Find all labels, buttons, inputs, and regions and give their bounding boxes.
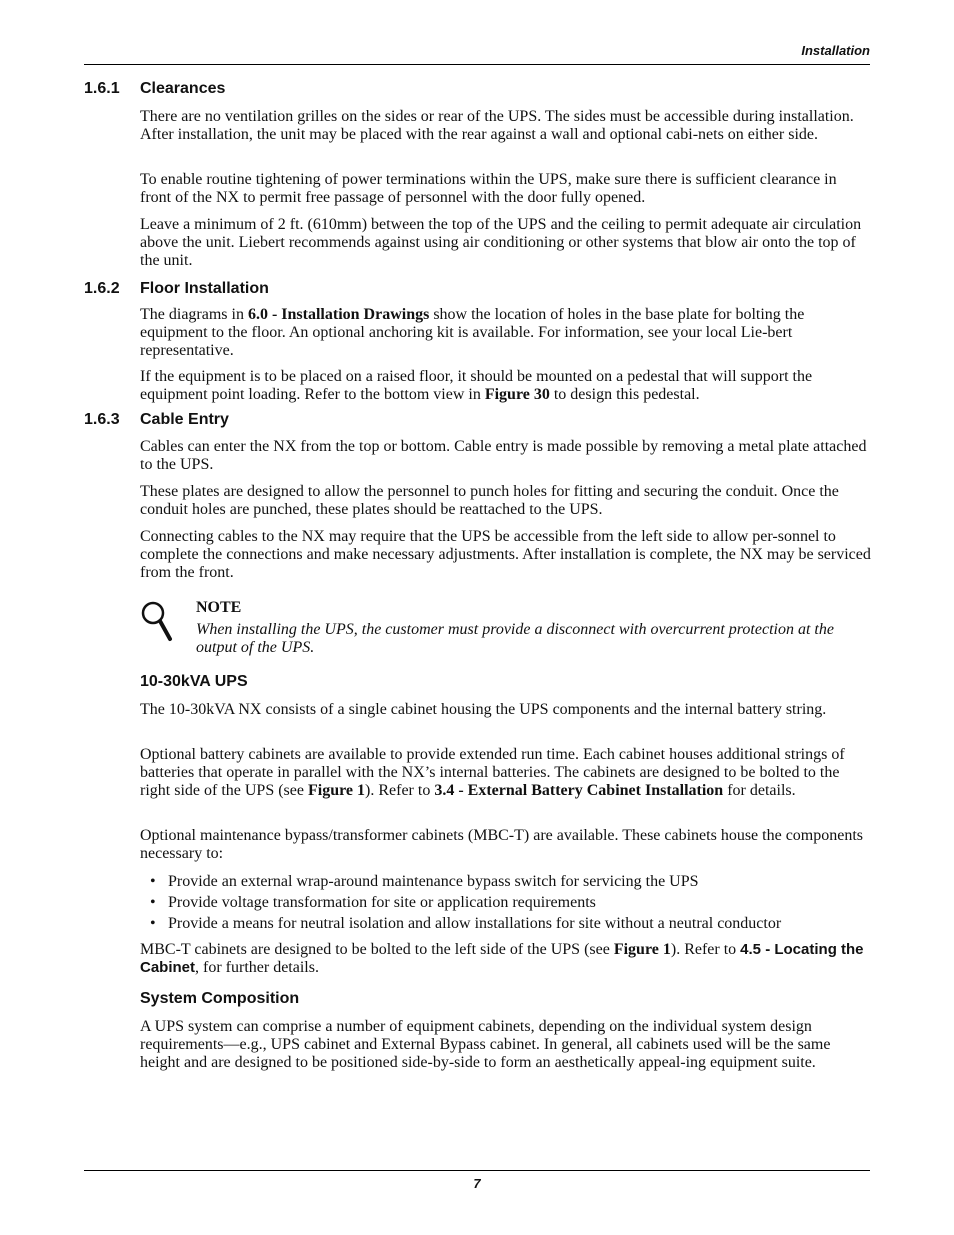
cable-paragraph-2: These plates are designed to allow the personnel to punch holes for fitting and securing the conduit. Once the conduit holes are punched, these plates should be reattached to the UPS. xyxy=(140,483,839,518)
floor-paragraph-1: The diagrams in 6.0 - Installation Drawings show the location of holes in the base plate for bolting the equipment to the floor. An optional anchoring kit is available. For information, see your local Lie-bert representative. xyxy=(140,306,805,359)
page-number: 7 xyxy=(473,1176,481,1191)
section-number: 1.6.2 xyxy=(84,280,120,297)
section-title: Cable Entry xyxy=(140,411,229,428)
floor-paragraph-2: If the equipment is to be placed on a raised floor, it should be mounted on a pedestal that will support the equipment point loading. Refer to the bottom view in Figure 30 to design this pedestal. xyxy=(140,368,813,403)
note-text: When installing the UPS, the customer must provide a disconnect with overcurrent protection at the output of the UPS. xyxy=(196,621,834,656)
list-item: • Provide voltage transformation for site or application requirements xyxy=(150,894,596,911)
ups-paragraph-3: Optional maintenance bypass/transformer cabinets (MBC-T) are available. These cabinets house the components necessary to: xyxy=(140,827,864,862)
clearances-paragraph-1: There are no ventilation grilles on the sides or rear of the UPS. The sides must be accessible during installation. After installation, the unit may be placed with the rear against a wall and optional cabi-nets on either side. xyxy=(140,108,854,143)
bullet-glyph: • xyxy=(150,873,156,890)
heading-clearances xyxy=(84,80,225,98)
cross-reference: 4.5 - Locating the Cabinet xyxy=(140,941,864,976)
bullet-glyph: • xyxy=(150,915,156,932)
figure-reference: Figure 30 xyxy=(484,386,550,403)
heading-ups: 10-30kVA UPS xyxy=(140,673,248,690)
heading-cable-entry xyxy=(84,411,229,429)
bullet-glyph: • xyxy=(150,894,156,911)
figure-reference: Figure 1 xyxy=(613,941,671,958)
cable-paragraph-3: Connecting cables to the NX may require that the UPS be accessible from the left side to allow per-sonnel to complete the connections and make necessary adjustments. After installation is complete, the NX may be serviced from the front. xyxy=(140,528,871,581)
heading-system-composition: System Composition xyxy=(140,990,300,1007)
section-number: 1.6.1 xyxy=(84,80,120,97)
cable-paragraph-1: Cables can enter the NX from the top or bottom. Cable entry is made possible by removing a metal plate attached to the UPS. xyxy=(140,438,867,473)
running-head: Installation xyxy=(801,43,870,58)
ups-paragraph-2: Optional battery cabinets are available to provide extended run time. Each cabinet houses additional strings of batteries that operate in parallel with the NX’s internal batteries. The cabinets are designed to be bolted to the right side of the UPS (see Figure 1). Refer to 3.4 - External Battery Cabinet Installation for details. xyxy=(140,746,845,799)
magnifier-icon xyxy=(140,600,174,644)
ups-bullet-list xyxy=(150,871,875,934)
section-title: Clearances xyxy=(140,80,226,97)
section-title: Floor Installation xyxy=(140,280,269,297)
cross-reference: 6.0 - Installation Drawings xyxy=(247,306,430,323)
heading-floor-installation xyxy=(84,280,269,298)
cross-reference: 3.4 - External Battery Cabinet Installation xyxy=(434,782,724,799)
note-title: NOTE xyxy=(196,599,242,616)
section-number: 1.6.3 xyxy=(84,411,120,428)
list-item: • Provide a means for neutral isolation and allow installations for site without a neutral conductor xyxy=(150,915,782,932)
ups-paragraph-1: The 10-30kVA NX consists of a single cabinet housing the UPS components and the internal battery string. xyxy=(140,701,827,718)
footer-rule xyxy=(84,1170,870,1171)
clearances-paragraph-2: To enable routine tightening of power terminations within the UPS, make sure there is sufficient clearance in front of the NX to permit free passage of personnel with the door fully opened. xyxy=(140,171,837,206)
composition-paragraph-1: A UPS system can comprise a number of equipment cabinets, depending on the individual system design requirements—e.g., UPS cabinet and External Bypass cabinet. In general, all cabinets used will be the same height and are designed to be positioned side-by-side to form an aesthetically appeal-ing equipment suite. xyxy=(140,1018,831,1071)
figure-reference: Figure 1 xyxy=(307,782,366,799)
ups-paragraph-4: MBC-T cabinets are designed to be bolted to the left side of the UPS (see Figure 1). Refer to 4.5 - Locating the Cabinet, for further details. xyxy=(140,941,864,976)
list-item: • Provide an external wrap-around maintenance bypass switch for servicing the UPS xyxy=(150,873,699,890)
clearances-paragraph-3: Leave a minimum of 2 ft. (610mm) between the top of the UPS and the ceiling to permit adequate air circulation above the unit. Liebert recommends against using air conditioning or other systems that blow air onto the top of the unit. xyxy=(140,216,862,269)
header-rule xyxy=(84,64,870,65)
